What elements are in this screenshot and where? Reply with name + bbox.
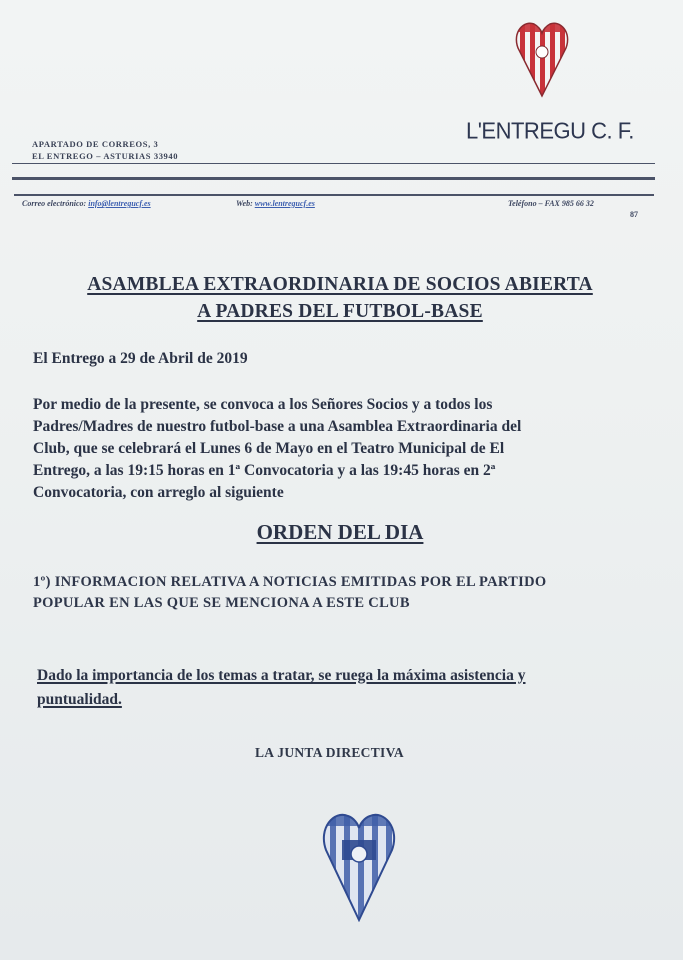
document-title-line-1: ASAMBLEA EXTRAORDINARIA DE SOCIOS ABIERTA — [87, 274, 593, 295]
club-crest-stamp — [320, 806, 398, 922]
phone-fax-tail: 87 — [630, 210, 638, 219]
club-crest-logo — [514, 18, 570, 98]
document-title-line-2: A PADRES DEL FUTBOL-BASE — [197, 301, 483, 322]
header-rule-lower — [14, 194, 654, 196]
header-rule-thick — [12, 177, 655, 180]
address-line-2: EL ENTREGO – ASTURIAS 33940 — [32, 151, 179, 161]
web-label: Web: — [236, 199, 253, 208]
email-link[interactable]: info@lentregucf.es — [88, 199, 151, 208]
body-line: Convocatoria, con arreglo al siguiente — [33, 484, 284, 501]
body-line: Padres/Madres de nuestro futbol-base a una Asamblea Extraordinaria del — [33, 418, 522, 435]
phone-fax: Teléfono – FAX 985 66 32 — [508, 199, 594, 208]
convocation-paragraph — [33, 394, 653, 504]
web-contact — [236, 199, 315, 208]
body-line: Entrego, a las 19:15 horas en 1ª Convocatoria y a las 19:45 horas en 2ª — [33, 462, 496, 479]
agenda-item-line: 1º) INFORMACION RELATIVA A NOTICIAS EMITIDAS POR EL PARTIDO — [33, 574, 547, 590]
address-line-1: APARTADO DE CORREOS, 3 — [32, 139, 159, 149]
notice-line: Dado la importancia de los temas a tratar, se ruega la máxima asistencia y — [37, 667, 526, 684]
agenda-item — [33, 572, 546, 614]
date-line: El Entrego a 29 de Abril de 2019 — [33, 350, 248, 367]
notice-line: puntualidad. — [37, 691, 122, 708]
signature: LA JUNTA DIRECTIVA — [255, 745, 404, 760]
body-line: Por medio de la presente, se convoca a los Señores Socios y a todos los — [33, 396, 493, 413]
agenda-heading: ORDEN DEL DIA — [256, 520, 424, 544]
attendance-notice — [37, 664, 526, 712]
agenda-item-line: POPULAR EN LAS QUE SE MENCIONA A ESTE CLUB — [33, 595, 410, 611]
club-name: L'ENTREGU C. F. — [466, 117, 634, 144]
email-label: Correo electrónico: — [22, 199, 87, 208]
web-link[interactable]: www.lentregucf.es — [254, 199, 315, 208]
email-contact — [22, 199, 151, 208]
postal-address — [32, 138, 178, 162]
body-line: Club, que se celebrará el Lunes 6 de Mayo en el Teatro Municipal de El — [33, 440, 505, 457]
header-rule-thin — [12, 163, 655, 164]
